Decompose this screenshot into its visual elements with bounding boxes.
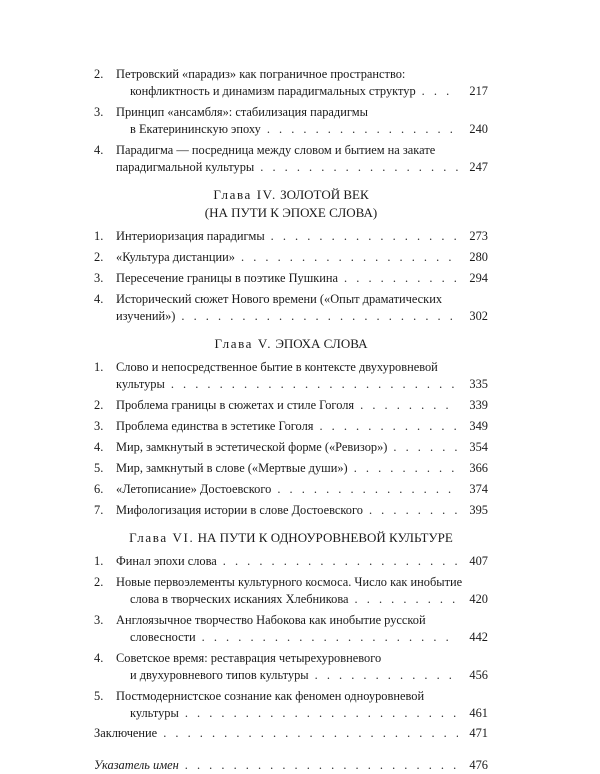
toc-entry[interactable] <box>94 502 488 519</box>
table-of-contents <box>94 66 488 774</box>
entry-title-line: конфликтность и динамизм парадигмальных структур <box>130 84 416 98</box>
dot-leader <box>171 376 458 393</box>
toc-entry[interactable] <box>94 66 488 100</box>
page-number: 302 <box>469 309 488 323</box>
page-number: 407 <box>469 554 488 568</box>
toc-entry[interactable] <box>94 460 488 477</box>
toc-entry[interactable] <box>94 249 488 266</box>
entry-title-line: слова в творческих исканиях Хлебникова <box>130 592 349 606</box>
dot-leader <box>271 228 458 245</box>
toc-entry[interactable] <box>94 418 488 435</box>
entry-number: 1. <box>94 554 104 568</box>
index-label: Указатель имен <box>94 758 179 772</box>
dot-leader <box>319 418 458 435</box>
page-number: 240 <box>469 122 488 136</box>
page-number: 366 <box>469 461 488 475</box>
page-number: 476 <box>469 758 488 772</box>
dot-leader <box>277 481 458 498</box>
entry-number: 5. <box>94 689 104 703</box>
entry-title-line: Проблема единства в эстетике Гоголя <box>116 419 314 433</box>
dot-leader <box>185 705 458 722</box>
toc-entry[interactable] <box>94 612 488 646</box>
entry-body <box>116 688 488 722</box>
page-number: 247 <box>469 160 488 174</box>
entry-number: 3. <box>94 613 104 627</box>
entry-number: 2. <box>94 67 104 81</box>
entry-title-line: Новые первоэлементы культурного космоса. Число как инобытие <box>116 575 463 589</box>
entry-number: 4. <box>94 143 104 157</box>
page-number: 280 <box>469 250 488 264</box>
dot-leader <box>360 397 458 414</box>
entry-body <box>116 249 488 266</box>
dot-leader <box>260 159 458 176</box>
chapter5-section <box>94 335 488 353</box>
toc-entry[interactable] <box>94 574 488 608</box>
entry-title-line: в Екатерининскую эпоху <box>130 122 261 136</box>
page-number: 273 <box>469 229 488 243</box>
toc-entry[interactable] <box>94 228 488 245</box>
entry-title-line: и двухуровневого типов культуры <box>130 668 309 682</box>
entry-title-line: Мир, замкнутый в эстетической форме («Ревизор») <box>116 440 388 454</box>
toc-entry[interactable] <box>94 397 488 414</box>
conclusion-entry[interactable] <box>94 725 488 742</box>
entry-number: 2. <box>94 250 104 264</box>
page-number: 456 <box>469 668 488 682</box>
entry-number: 2. <box>94 398 104 412</box>
entry-number: 1. <box>94 360 104 374</box>
entry-title-line: Пересечение границы в поэтике Пушкина <box>116 271 339 285</box>
toc-entries <box>94 359 488 519</box>
entry-number: 3. <box>94 271 104 285</box>
chapter6-heading <box>94 529 488 547</box>
entry-body <box>116 104 488 138</box>
entry-title-line: Советское время: реставрация четырехуровневого <box>116 651 382 665</box>
chapter3-continued <box>94 66 488 176</box>
entry-title-line: Мифологизация истории в слове Достоевского <box>116 503 363 517</box>
toc-entries <box>94 553 488 722</box>
entry-body <box>116 66 488 100</box>
page-number: 339 <box>469 398 488 412</box>
dot-leader <box>355 591 458 608</box>
toc-entry[interactable] <box>94 481 488 498</box>
chapter-title: ЗОЛОТОЙ ВЕК <box>280 187 369 202</box>
entry-number: 7. <box>94 503 104 517</box>
page-number: 354 <box>469 440 488 454</box>
page-number: 420 <box>469 592 488 606</box>
chapter-label: Глава IV. <box>213 187 277 202</box>
dot-leader <box>181 308 458 325</box>
toc-entries <box>94 228 488 325</box>
page-number: 349 <box>469 419 488 433</box>
entry-number: 3. <box>94 419 104 433</box>
entry-body <box>116 502 488 519</box>
dot-leader <box>344 270 458 287</box>
dot-leader <box>202 629 458 646</box>
dot-leader <box>422 83 458 100</box>
entry-title-line: словесности <box>130 630 196 644</box>
page-number: 471 <box>469 726 488 740</box>
toc-entry[interactable] <box>94 650 488 684</box>
toc-entry[interactable] <box>94 270 488 287</box>
entry-number: 3. <box>94 105 104 119</box>
dot-leader <box>163 725 458 742</box>
entry-body <box>116 481 488 498</box>
dot-leader <box>393 439 458 456</box>
entry-body <box>116 228 488 245</box>
entry-title-line: Англоязычное творчество Набокова как инобытие русской <box>116 613 426 627</box>
chapter4-subtitle: (НА ПУТИ К ЭПОХЕ СЛОВА) <box>204 205 378 220</box>
chapter4-section <box>94 186 488 222</box>
toc-entry[interactable] <box>94 142 488 176</box>
entry-title-line: культуры <box>130 706 179 720</box>
entry-title-line: изучений») <box>116 309 176 323</box>
page-number: 395 <box>469 503 488 517</box>
entry-body <box>116 650 488 684</box>
page-number: 442 <box>469 630 488 644</box>
dot-leader <box>223 553 458 570</box>
conclusion-label: Заключение <box>94 726 158 740</box>
page-number: 461 <box>469 706 488 720</box>
entry-title-line: Парадигма — посредница между словом и бытием на закате <box>116 143 436 157</box>
entry-number: 5. <box>94 461 104 475</box>
entry-number: 4. <box>94 440 104 454</box>
entry-title-line: «Летописание» Достоевского <box>116 482 272 496</box>
entry-number: 6. <box>94 482 104 496</box>
chapter-label: Глава V. <box>214 336 273 351</box>
entry-body <box>116 574 488 608</box>
dot-leader <box>354 460 458 477</box>
entry-body <box>116 418 488 435</box>
toc-entry[interactable] <box>94 291 488 325</box>
chapter-title: ЭПОХА СЛОВА <box>275 336 368 351</box>
chapter6-section <box>94 529 488 547</box>
toc-entry[interactable] <box>94 439 488 456</box>
entry-number: 4. <box>94 651 104 665</box>
dot-leader <box>185 757 458 774</box>
page-number: 335 <box>469 377 488 391</box>
toc-entry[interactable] <box>94 688 488 722</box>
toc-entry[interactable] <box>94 104 488 138</box>
entry-body <box>116 291 488 325</box>
entry-title-line: Принцип «ансамбля»: стабилизация парадигмы <box>116 105 368 119</box>
entry-body <box>116 612 488 646</box>
chapter-label: Глава VI. <box>129 530 195 545</box>
entry-title-line: «Культура дистанции» <box>116 250 235 264</box>
entry-title-line: Постмодернистское сознание как феномен одноуровневой <box>116 689 425 703</box>
entry-number: 1. <box>94 229 104 243</box>
entry-title-line: Финал эпохи слова <box>116 554 217 568</box>
page-number: 294 <box>469 271 488 285</box>
index-entry[interactable] <box>94 757 488 774</box>
entry-title-line: культуры <box>116 377 165 391</box>
entry-body <box>116 359 488 393</box>
toc-entry[interactable] <box>94 553 488 570</box>
entry-number: 2. <box>94 575 104 589</box>
entry-body <box>116 460 488 477</box>
dot-leader <box>267 121 458 138</box>
page-number: 374 <box>469 482 488 496</box>
entry-body <box>116 439 488 456</box>
toc-entry[interactable] <box>94 359 488 393</box>
entry-body <box>116 553 488 570</box>
chapter4-heading <box>94 186 488 204</box>
entry-body <box>116 270 488 287</box>
entry-body <box>116 142 488 176</box>
chapter-title: НА ПУТИ К ОДНОУРОВНЕВОЙ КУЛЬТУРЕ <box>197 530 453 545</box>
entry-title-line: Исторический сюжет Нового времени («Опыт драматических <box>116 292 443 306</box>
entry-title-line: Мир, замкнутый в слове («Мертвые души») <box>116 461 348 475</box>
toc-entries <box>94 66 488 176</box>
entry-title-line: Интериоризация парадигмы <box>116 229 265 243</box>
dot-leader <box>315 667 458 684</box>
entry-title-line: парадигмальной культуры <box>116 160 255 174</box>
chapter5-heading <box>94 335 488 353</box>
entry-title-line: Слово и непосредственное бытие в контексте двухуровневой <box>116 360 438 374</box>
entry-number: 4. <box>94 292 104 306</box>
entry-title-line: Петровский «парадиз» как пограничное пространство: <box>116 67 406 81</box>
entry-title-line: Проблема границы в сюжетах и стиле Гоголя <box>116 398 355 412</box>
page-number: 217 <box>469 84 488 98</box>
dot-leader <box>241 249 458 266</box>
dot-leader <box>369 502 458 519</box>
entry-body <box>116 397 488 414</box>
